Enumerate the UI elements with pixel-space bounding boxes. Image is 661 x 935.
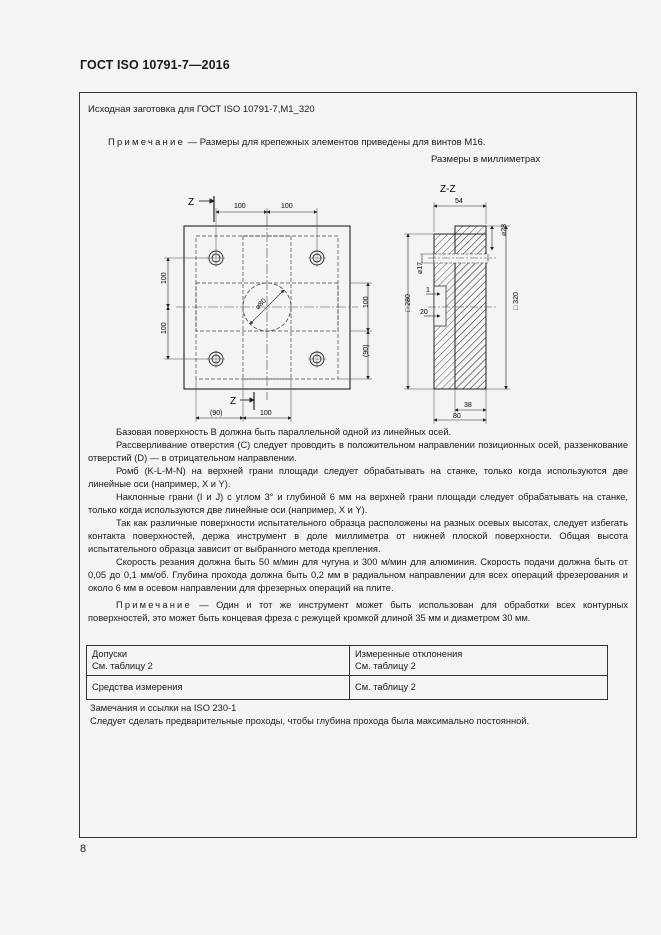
table-cell: См. таблицу 2 xyxy=(350,676,608,700)
paragraph-3: Ромб (K-L-M-N) на верхней грани площади следует обрабатывать на станке, только когда используются две линейные оси (например, X и Y). xyxy=(88,466,628,489)
note-2-label: Примечание xyxy=(116,600,192,610)
table-cell: Допуски См. таблицу 2 xyxy=(87,646,350,676)
units-note: Размеры в миллиметрах xyxy=(431,154,541,165)
dim-sec-20: 20 xyxy=(420,309,428,316)
section-flange-hatched xyxy=(455,226,486,389)
bolt-hole-br xyxy=(308,350,326,368)
dim-sec-sq320: □ 320 xyxy=(513,292,520,310)
paragraph-1: Базовая поверхность В должна быть параллельной одной из линейных осей. xyxy=(116,427,452,437)
table-row xyxy=(87,676,608,700)
bolt-hole-tr xyxy=(308,249,326,267)
dim-right-main: 100 xyxy=(363,296,370,308)
paragraph-6: Скорость резания должна быть 50 м/мин для чугуна и 300 м/мин для алюминия. Скорость подачи должна быть от 0,05 до 0,1 мм/об. Глубина прохода должна быть 0,2 мм в радиальном направлении для всех операций фрезерования и около 6 мм в осевом направлении для фрезерных операций на плите. xyxy=(88,557,628,593)
dim-left-top: 100 xyxy=(161,272,168,284)
dim-sec-38: 38 xyxy=(464,402,472,409)
dim-sec-80: 80 xyxy=(453,413,461,420)
note-1-label: Примечание xyxy=(108,137,185,148)
dim-sec-dia28: ⌀28 xyxy=(501,223,508,236)
page-number: 8 xyxy=(80,843,87,855)
dim-sec-sq280: □ 280 xyxy=(405,294,412,312)
remarks-text: Следует сделать предварительные проходы, чтобы глубина прохода была максимально постоянной. xyxy=(90,716,530,726)
document-code: ГОСТ ISO 10791-7—2016 xyxy=(80,58,230,72)
table-cell: Измеренные отклонения См. таблицу 2 xyxy=(350,646,608,676)
paragraph-2: Рассверливание отверстия (С) следует проводить в положительном направлении позиционных осей, раззенкование отверстий (D) — в отрицательном направлении. xyxy=(88,440,628,463)
note-1-text: — Размеры для крепежных элементов приведены для винтов М16. xyxy=(185,137,486,148)
paragraph-5: Так как различные поверхности испытательного образца расположены на разных осевых высотах, следует избегать контакта поверхностей, держа инструмент в доле миллиметра от нижней плоской поверхности. Общая высота испытательного образца зависит от выбранного метода крепления. xyxy=(88,518,628,554)
dim-sec-54: 54 xyxy=(455,198,463,205)
tolerance-table xyxy=(86,645,608,700)
cut-label-top: Z xyxy=(188,197,195,208)
note-2-text: — Один и тот же инструмент может быть использован для обработки всех контурных поверхностей, это может быть концевая фреза с режущей кромкой длиной 35 мм и диаметром 30 мм. xyxy=(88,600,628,623)
dim-top-right: 100 xyxy=(281,203,293,210)
note-2 xyxy=(88,599,628,625)
dim-top-left: 100 xyxy=(234,203,246,210)
technical-drawing xyxy=(150,178,530,428)
bolt-hole-tl xyxy=(207,249,225,267)
section-label: Z-Z xyxy=(440,184,456,195)
table-cell: Средства измерения xyxy=(87,676,350,700)
dim-right-paren: (90) xyxy=(363,344,370,357)
remarks-title: Замечания и ссылки на ISO 230-1 xyxy=(90,703,237,713)
table-row xyxy=(87,646,608,676)
paragraph-4: Наклонные грани (I и J) с углом 3° и глубиной 6 мм на верхней грани площади следует обрабатывать на станке, только когда используются две линейные оси (например, X и Y). xyxy=(88,492,628,515)
dim-left-bottom: 100 xyxy=(161,322,168,334)
bolt-hole-bl xyxy=(207,350,225,368)
dim-bottom-main: 100 xyxy=(260,410,272,417)
dim-bottom-paren: (90) xyxy=(210,410,223,417)
frame-title: Исходная заготовка для ГОСТ ISO 10791-7,M1_320 xyxy=(88,104,315,115)
cut-label-bottom: Z xyxy=(230,396,237,407)
dim-sec-1: 1 xyxy=(426,287,430,294)
dim-center-dia: ⌀80 xyxy=(254,297,268,312)
dim-sec-dia17: ⌀17 xyxy=(417,261,424,274)
note-1 xyxy=(108,136,485,150)
